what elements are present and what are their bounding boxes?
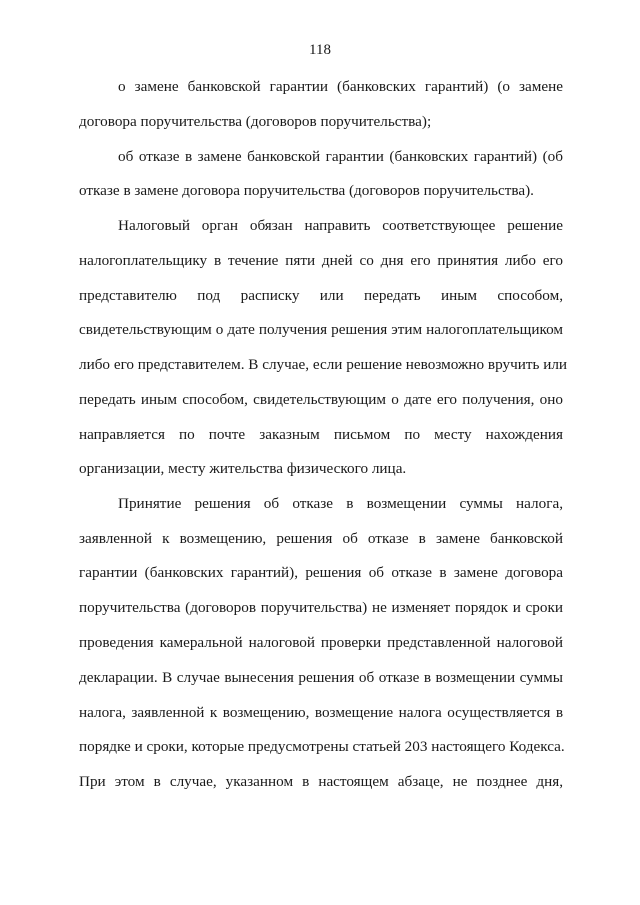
paragraph-4-line-1: Принятие решения об отказе в возмещении суммы налога, (118, 495, 563, 512)
paragraph-1-line-1: о замене банковской гарантии (банковских гарантий) (о замене (118, 78, 563, 95)
paragraph-3-line-1: Налоговый орган обязан направить соответствующее решение (118, 217, 563, 234)
paragraph-4-line-6: декларации. В случае вынесения решения об отказе в возмещении суммы (79, 669, 563, 686)
paragraph-4-line-9: При этом в случае, указанном в настоящем абзаце, не позднее дня, (79, 773, 563, 790)
paragraph-2-line-1: об отказе в замене банковской гарантии (банковских гарантий) (об (118, 148, 563, 165)
page-number: 118 (309, 42, 331, 58)
paragraph-3-line-8: организации, месту жительства физического лица. (79, 460, 407, 477)
paragraph-3-line-4: свидетельствующим о дате получения решения этим налогоплательщиком (79, 321, 563, 338)
paragraph-4-line-5: проведения камеральной налоговой проверки представленной налоговой (79, 634, 563, 651)
paragraph-1-line-2: договора поручительства (договоров поручительства); (79, 113, 432, 130)
paragraph-4-line-8: порядке и сроки, которые предусмотрены статьей 203 настоящего Кодекса. (79, 738, 565, 755)
paragraph-3-line-7: направляется по почте заказным письмом по месту нахождения (79, 426, 563, 443)
paragraph-3-line-6: передать иным способом, свидетельствующим о дате его получения, оно (79, 391, 563, 408)
paragraph-3-line-5: либо его представителем. В случае, если решение невозможно вручить или (79, 356, 568, 373)
paragraph-3-line-2: налогоплательщику в течение пяти дней со дня его принятия либо его (79, 252, 563, 269)
paragraph-2-line-2: отказе в замене договора поручительства (договоров поручительства). (79, 182, 534, 199)
paragraph-3-line-3: представителю под расписку или передать иным способом, (79, 287, 563, 304)
paragraph-4-line-2: заявленной к возмещению, решения об отказе в замене банковской (79, 530, 563, 547)
paragraph-4-line-3: гарантии (банковских гарантий), решения об отказе в замене договора (79, 564, 563, 581)
paragraph-4-line-4: поручительства (договоров поручительства) не изменяет порядок и сроки (79, 599, 563, 616)
paragraph-4-line-7: налога, заявленной к возмещению, возмещение налога осуществляется в (79, 704, 563, 721)
